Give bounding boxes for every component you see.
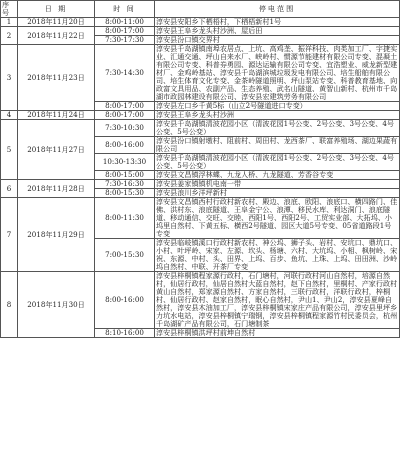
table-header-row	[1, 1, 400, 18]
outage-time: 8:00-16:00	[95, 272, 155, 329]
header-time: 时 间	[95, 1, 155, 18]
outage-time: 8:00-17:00	[95, 27, 155, 36]
outage-time: 8:00-15:30	[95, 189, 155, 198]
outage-area: 淳安县千岛湖镇南埠农居点、上坑、高鸡垄、振祥科技、肉类加工厂、宇捷实业、汇通交通、坪山自来水厂、峡岭村、惯源节能建材有限公司专变、混凝土有限公司专变、科普券勇园、源达运输有限公司专变、宜浩塑业、威龙新型建材厂、金鸡岭基站、淳安县千岛湖滨城垃圾发电有限公司、培生船舶有限公司、培生体育文化专变、金茶岭隧道照明、坪山泵站专变、科普教育基地、向政富文具用品、农副产品、生态养殖、武名山隧道、黄智山新村、杭州市千岛湖市政园林建设有限公司、淳安县宏建筑劳务有限公司	[155, 45, 400, 102]
outage-area: 淳安县汾口镇交界村	[155, 36, 400, 45]
row-number: 8	[1, 272, 18, 338]
table-body	[1, 18, 400, 338]
outage-time: 8:00-17:00	[95, 111, 155, 120]
outage-area: 淳安县临岐镇溪口行政村新农村、神公坞、狮子头、岩村、安坑口、鼎坑口、小村、叶坪岭、宋家、左源、坎头、杨塘、六村、大坑坞、小相、枫树岭、宋祝、东源、中村、头、田界、上坞、百步、鱼坑、上珠、上坞、田田洲、沙岭坞自然村、中联、开茶厂专变	[155, 239, 400, 272]
header-date: 日 期	[18, 1, 95, 18]
row-number: 5	[1, 120, 18, 180]
outage-area: 淳安县汾口镇射墩村、阻前村、周田村、龙西茶厂、联富养殖场、湖边果蔬有限公司	[155, 137, 400, 154]
outage-area: 淳安县千岛湖镇清波花园小区（清波花园1号公变、2号公变、3号公变、4号公变、5号公变）	[155, 120, 400, 137]
outage-time: 8:00-11:00	[95, 18, 155, 27]
row-number: 2	[1, 27, 18, 45]
outage-area: 淳安县姜家镇镇机电南一带	[155, 180, 400, 189]
outage-area: 淳安县左口乡千黄5标（山立2号隧道进口专变）	[155, 102, 400, 111]
header-area: 停电范围	[155, 1, 400, 18]
outage-date: 2018年11月22日	[18, 27, 95, 45]
row-number: 6	[1, 180, 18, 198]
outage-area: 淳安县浪川乡洋坪新村	[155, 189, 400, 198]
outage-date: 2018年11月24日	[18, 111, 95, 120]
outage-date: 2018年11月30日	[18, 272, 95, 338]
outage-time: 7:00-15:30	[95, 239, 155, 272]
outage-time: 8:10-16:00	[95, 329, 155, 338]
outage-area: 淳安县千岛湖镇清波花园小区（清波花园1号公变、2号公变、3号公变、4号公变、5号公变）	[155, 154, 400, 171]
outage-time: 8:00-17:00	[95, 102, 155, 111]
outage-date: 2018年11月29日	[18, 198, 95, 272]
outage-area: 淳安县梓桐镇程家源行政村，石门塘村，河联行政村河山自然村，培源自然村，仙居行政村，仙居自然村大蓝自然村，赵下自然村，里桐村、产家行政村黄山自然村，郑家源自然村、方家自然村，三联行政村，洋联行政村，梓桐村、仙居行政村、赵家自然村，眠心自然村，尹山1、尹山2，淳安县夏峰自然村，淳安县木油加工厂，淳安县梓桐镇宋家庄产品有限公司，淳安县里坪乡力坑水电站，淳安县梓桐镇宁瑞钢，淳安县梓桐镇程家源竹村民委员会，杭州千岛湖矿产品有限公司，石门塘制茶	[155, 272, 400, 329]
table-row	[1, 120, 400, 137]
outage-time: 7:30-17:30	[95, 36, 155, 45]
outage-time: 7:30-14:30	[95, 45, 155, 102]
outage-area: 淳安县梓桐镇洪坪村前坤自然村	[155, 329, 400, 338]
outage-time: 8:00-11:30	[95, 198, 155, 239]
outage-area: 淳安县王阜乡龙头村沙洲、屋后田	[155, 27, 400, 36]
table-row	[1, 198, 400, 239]
row-number: 7	[1, 198, 18, 272]
table-row	[1, 272, 400, 329]
outage-date: 2018年11月20日	[18, 18, 95, 27]
outage-area: 淳安县文昌镇西村行政村新农村、殿边、浪底、欧阳、浪底口、横四路门、佳佛、洪村东、浪底隧道、王阜金宁公、浪潭、移民水库、利达洞门、浪底隧道、移动通信、交旺、交睦、西阳1号、西阳2号、工贸实业部、大拓坞、小坞里自然村、下黄五标、横西2号隧道、园区大道5号专变、05省道路段1号专变	[155, 198, 400, 239]
outage-time: 10:30-13:30	[95, 154, 155, 171]
header-no: 序号	[1, 1, 18, 18]
row-number: 1	[1, 18, 18, 27]
outage-time: 7:30-10:30	[95, 120, 155, 137]
table-row	[1, 45, 400, 102]
outage-area: 淳安县安阳乡下栖梧村，下栖梧新村1号	[155, 18, 400, 27]
outage-date: 2018年11月23日	[18, 45, 95, 111]
outage-area: 淳安县文昌镇浮林蝶、九龙人桥、九龙隧道、芳香谷专变	[155, 171, 400, 180]
outage-time: 7:30-16:30	[95, 180, 155, 189]
outage-area: 淳安县王阜乡龙头村沙洲	[155, 111, 400, 120]
row-number: 4	[1, 111, 18, 120]
row-number: 3	[1, 45, 18, 111]
outage-time: 8:00-15:00	[95, 171, 155, 180]
outage-time: 8:00-16:00	[95, 137, 155, 154]
outage-date: 2018年11月28日	[18, 180, 95, 198]
outage-date: 2018年11月27日	[18, 120, 95, 180]
